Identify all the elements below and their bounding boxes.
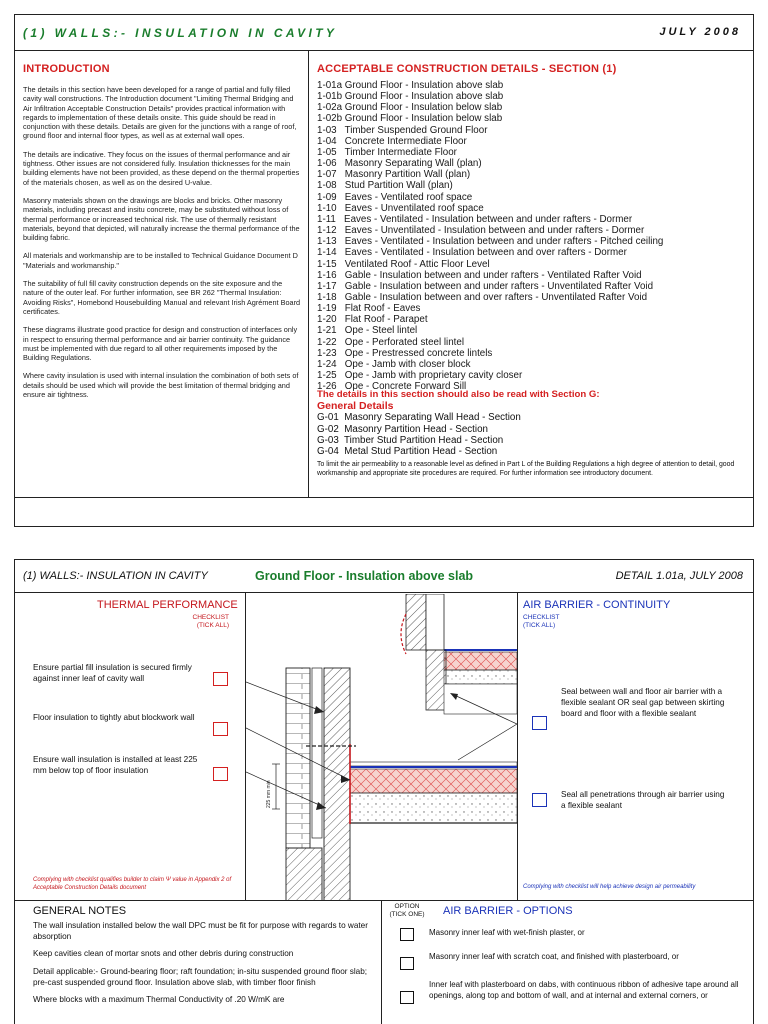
- detail-list-item: 1-14 Eaves - Ventilated - Insulation between and over rafters - Dormer: [317, 247, 627, 259]
- detail-list-item: 1-02b Ground Floor - Insulation below slab: [317, 113, 503, 125]
- tick-all-text: (TICK ALL): [196, 622, 229, 629]
- air-barrier-title: AIR BARRIER - CONTINUITY: [523, 599, 671, 611]
- air-barrier-checklist-label: [523, 614, 559, 630]
- general-note: Keep cavities clean of mortar snots and other debris during construction: [33, 949, 294, 959]
- general-notes-body: [33, 920, 369, 1005]
- detail-list-item: 1-07 Masonry Partition Wall (plan): [317, 169, 471, 181]
- detail-list-item: 1-08 Stud Partition Wall (plan): [317, 180, 453, 192]
- introduction-paragraph: Masonry materials shown on the drawings are blocks and bricks. Other masonry materials, including precast and insitu concrete, may be substituted without loss of thermal performance or increased technical risk. The use of thermally resistant materials, beyond that depicted, will naturally increase the thermal performance of the building fabric.: [23, 195, 300, 243]
- section-g-note: The details in this section should also be read with Section G:: [317, 389, 600, 401]
- foundation-wall: [286, 848, 322, 900]
- introduction-heading: INTRODUCTION: [23, 63, 110, 75]
- air-barrier-checkbox-1[interactable]: [532, 716, 547, 730]
- detail-list-item: 1-09 Eaves - Ventilated roof space: [317, 191, 473, 203]
- detail-list-item: 1-20 Flat Roof - Parapet: [317, 314, 428, 326]
- footer-divider: [15, 497, 753, 498]
- air-barrier-item-1: Seal between wall and floor air barrier with a flexible sealant OR seal gap between skirting board and floor with a flexible sealant: [561, 687, 725, 718]
- detail-list-item: 1-11 Eaves - Ventilated - Insulation between and under rafters - Dormer: [317, 213, 633, 225]
- detail-list-item: 1-02a Ground Floor - Insulation below slab: [317, 102, 503, 114]
- detail-list-item: 1-04 Concrete Intermediate Floor: [317, 135, 467, 147]
- page-1-header: [15, 15, 753, 51]
- bottom-divider: [381, 900, 382, 1024]
- inner-block-leaf: [324, 668, 350, 900]
- general-detail-item: G-03 Timber Stud Partition Head - Section: [317, 434, 504, 446]
- introduction-section: [23, 63, 301, 399]
- option-checkbox-1[interactable]: [400, 928, 414, 941]
- introduction-paragraph: Where cavity insulation is used with internal insulation the combination of both sets of details should be used which will provide the best limitation of thermal bridging and ensure air tightness.: [23, 371, 299, 400]
- right-divider: [517, 593, 518, 900]
- detail-list-item: 1-24 Ope - Jamb with closer block: [317, 358, 471, 370]
- option-item-1: Masonry inner leaf with wet-finish plaster, or: [429, 928, 585, 937]
- option-item-3: Inner leaf with plasterboard on dabs, with continuous ribbon of adhesive tape around all openings, along top and bottom of wall, and at internal and external corners, or: [429, 980, 739, 1000]
- general-notes-title: GENERAL NOTES: [33, 905, 127, 917]
- detail-list-item: 1-23 Ope - Prestressed concrete lintels: [317, 347, 493, 359]
- option-checkbox-2[interactable]: [400, 957, 414, 970]
- detail-list-item: 1-03 Timber Suspended Ground Floor: [317, 124, 488, 136]
- option-checkbox-3[interactable]: [400, 991, 414, 1004]
- thermal-performance-title: THERMAL PERFORMANCE: [97, 599, 238, 611]
- detail-list-item: 1-26 Ope - Concrete Forward Sill: [317, 381, 467, 393]
- general-details-heading: General Details: [317, 400, 394, 413]
- introduction-paragraph: These diagrams illustrate good practice for design and construction of interfaces only in respect to ensuring thermal performance and air barrier continuity. The guidance must be implemented with due regard to all other requirements imposed by the Building Regulations.: [23, 325, 298, 363]
- timber-floor-finish: [350, 762, 517, 766]
- tick-all-text: (TICK ALL): [523, 622, 556, 629]
- page-1-title: (1) WALLS:- INSULATION IN CAVITY: [23, 26, 338, 40]
- plan-inset: [401, 594, 517, 714]
- air-permeability-note: To limit the air permeability to a reasonable level as defined in Part L of the Building Regulations a high degree of attention to detail, good workmanship and appropriate site procedures are required. For further information see introductory document.: [317, 461, 735, 478]
- detail-list-item: 1-25 Ope - Jamb with proprietary cavity closer: [317, 370, 523, 382]
- option-item-2: Masonry inner leaf with scratch coat, and finished with plasterboard, or: [429, 952, 679, 961]
- detail-list-item: 1-21 Ope - Steel lintel: [317, 325, 418, 337]
- thermal-checklist-label: [165, 614, 229, 630]
- thermal-checkbox-3[interactable]: [213, 767, 228, 781]
- air-barrier-checkbox-2[interactable]: [532, 793, 547, 807]
- general-detail-item: G-01 Masonry Separating Wall Head - Section: [317, 412, 521, 424]
- page-2-detail-title: Ground Floor - Insulation above slab: [255, 569, 474, 583]
- details-list: [317, 80, 749, 392]
- general-note: Where blocks with a maximum Thermal Conductivity of .20 W/mK are: [33, 995, 285, 1005]
- general-detail-item: G-04 Metal Stud Partition Head - Section: [317, 445, 498, 457]
- detail-list-item: 1-18 Gable - Insulation between and over rafters - Unventilated Rafter Void: [317, 291, 648, 303]
- introduction-paragraph: The details in this section have been developed for a range of partial and fully filled cavity wall constructions. The Introduction document "Limiting Thermal Bridging and Air Infiltration Acceptable Construction Details" provides practical information with regards to implementation of these details onsite. This guide should be read in conjunction with these details. Details are given for the junctions with a range of roof, ground floor and internal floor types, as well as at external wall opes.: [23, 85, 297, 141]
- cavity-insulation: [312, 668, 322, 838]
- introduction-paragraph: The details are indicative. They focus on the issues of thermal performance and air tightness. Other issues are not considered fully. Insulation thicknesses for the main building elements have not been provided, as these depend on the thermal properties of the materials chosen, as well as on the desired U-value.: [23, 149, 300, 187]
- detail-list-item: 1-15 Ventilated Roof - Attic Floor Level: [317, 258, 490, 270]
- thermal-item-2: Floor insulation to tightly abut blockwork wall: [33, 713, 195, 722]
- checklist-text: CHECKLIST: [192, 614, 229, 621]
- detail-list-item: 1-19 Flat Roof - Eaves: [317, 303, 421, 315]
- general-note: Detail applicable:- Ground-bearing floor; raft foundation; in-situ suspended ground floor slab; pre-cast suspended ground floor. Insulation above slab, with timber floor finish: [33, 966, 368, 987]
- air-barrier-options-title: AIR BARRIER - OPTIONS: [443, 905, 573, 917]
- general-detail-item: G-02 Masonry Partition Head - Section: [317, 423, 488, 435]
- page-2-detail-ref: DETAIL 1.01a, JULY 2008: [615, 570, 743, 582]
- construction-detail-drawing: [246, 594, 517, 900]
- page-2-section-title: (1) WALLS:- INSULATION IN CAVITY: [23, 570, 208, 582]
- detail-list-item: 1-01a Ground Floor - Insulation above slab: [317, 80, 504, 91]
- thermal-footnote: Complying with checklist qualifies builder to claim Ψ value in Appendix 2 of Acceptable Construction Details document: [33, 877, 232, 891]
- floor-slab: [350, 793, 517, 823]
- dimension-label: 225 mm min: [266, 780, 272, 808]
- column-divider: [308, 51, 309, 497]
- air-barrier-item-2: Seal all penetrations through air barrier using a flexible sealant: [561, 790, 725, 810]
- thermal-item-3: Ensure wall insulation is installed at least 225 mm below top of floor insulation: [33, 755, 198, 775]
- detail-list-item: 1-01b Ground Floor - Insulation above slab: [317, 91, 504, 103]
- details-heading: ACCEPTABLE CONSTRUCTION DETAILS - SECTION (1): [317, 63, 617, 75]
- page-2: [14, 559, 754, 1024]
- general-details-list: [317, 412, 749, 457]
- introduction-paragraph: All materials and workmanship are to be installed to Technical Guidance Document D "Materials and workmanship.": [23, 251, 298, 270]
- page-1-date: JULY 2008: [659, 26, 741, 38]
- page-1: [14, 14, 754, 527]
- detail-list-item: 1-06 Masonry Separating Wall (plan): [317, 158, 482, 170]
- detail-list-item: 1-17 Gable - Insulation between and under rafters - Unventilated Rafter Void: [317, 280, 654, 292]
- checklist-text: CHECKLIST: [523, 614, 560, 621]
- detail-list-item: 1-10 Eaves - Unventilated roof space: [317, 202, 484, 214]
- notes-divider: [15, 900, 753, 901]
- detail-list-item: 1-22 Ope - Perforated steel lintel: [317, 336, 465, 348]
- option-text: OPTION: [394, 903, 420, 910]
- option-label: [387, 903, 427, 919]
- detail-list-item: 1-05 Timber Intermediate Floor: [317, 146, 457, 158]
- thermal-checkbox-1[interactable]: [213, 672, 228, 686]
- tick-one-text: (TICK ONE): [389, 911, 425, 918]
- introduction-paragraph: The suitability of full fill cavity construction depends on the site exposure and the nature of the outer leaf. For further information, see BR 262 "Thermal Insulation: Avoiding Risks", Homebond Housebuilding Manual and relevant Irish Agrément Board certificates.: [23, 279, 301, 316]
- detail-list-item: 1-12 Eaves - Unventilated - Insulation between and under rafters - Dormer: [317, 225, 645, 237]
- general-note: The wall insulation installed below the wall DPC must be fit for purpose with regards to water absorption: [33, 921, 368, 942]
- thermal-item-1: Ensure partial fill insulation is secured firmly against inner leaf of cavity wall: [33, 663, 192, 683]
- details-section: [317, 63, 749, 479]
- air-barrier-footnote: Complying with checklist will help achieve design air permeability: [523, 884, 696, 890]
- detail-list-item: 1-13 Eaves - Ventilated - Insulation between and under rafters - Pitched ceiling: [317, 236, 664, 248]
- detail-list-item: 1-16 Gable - Insulation between and under rafters - Ventilated Rafter Void: [317, 269, 642, 281]
- page-2-header: [15, 560, 753, 593]
- introduction-body: [23, 85, 301, 399]
- thermal-checkbox-2[interactable]: [213, 722, 228, 736]
- floor-insulation: [350, 769, 517, 793]
